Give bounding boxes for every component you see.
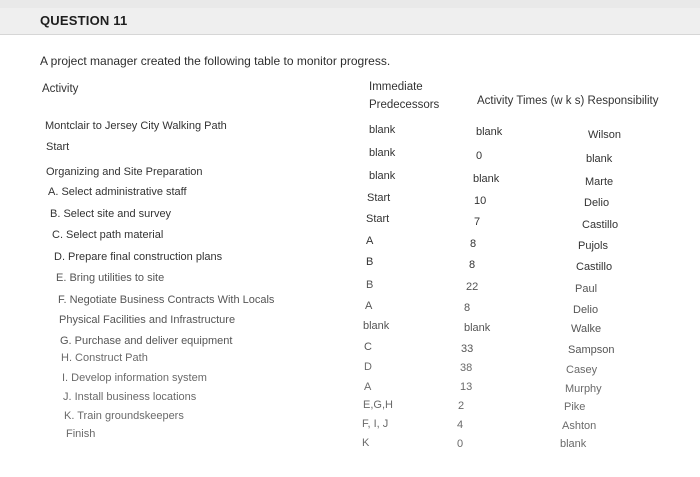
predecessor-cell: Start — [367, 192, 391, 204]
activity-cell: Finish — [66, 428, 96, 440]
predecessor-cell: blank — [369, 147, 396, 159]
header-predecessors-line2: Predecessors — [369, 99, 440, 111]
time-cell: 8 — [469, 259, 476, 271]
responsibility-cell: Castillo — [576, 261, 613, 273]
time-cell: blank — [476, 126, 503, 138]
responsibility-cell: Ashton — [562, 420, 597, 432]
activity-cell: Montclair to Jersey City Walking Path — [45, 120, 227, 132]
activity-cell: B. Select site and survey — [50, 208, 172, 220]
responsibility-cell: Delio — [573, 304, 599, 316]
responsibility-cell: Casey — [566, 364, 598, 376]
question-title: QUESTION 11 — [40, 13, 128, 28]
activity-cell: F. Negotiate Business Contracts With Locals — [58, 294, 275, 306]
time-cell: 0 — [457, 438, 464, 450]
activity-cell: Organizing and Site Preparation — [46, 166, 203, 178]
predecessor-cell: E,G,H — [363, 399, 393, 411]
question-intro: A project manager created the following table to monitor progress. — [40, 54, 391, 68]
activity-cell: G. Purchase and deliver equipment — [60, 335, 233, 347]
activity-cell: Physical Facilities and Infrastructure — [59, 314, 236, 326]
activity-cell: I. Develop information system — [62, 372, 207, 384]
activity-cell: Start — [46, 141, 70, 153]
responsibility-cell: Wilson — [588, 129, 622, 141]
predecessor-cell: K — [362, 437, 370, 449]
time-cell: 4 — [457, 419, 464, 431]
responsibility-cell: blank — [560, 438, 587, 450]
predecessor-cell: Start — [366, 213, 390, 225]
activity-cell: E. Bring utilities to site — [56, 272, 165, 284]
time-cell: 8 — [470, 238, 477, 250]
time-cell: 0 — [476, 150, 483, 162]
responsibility-cell: blank — [586, 153, 613, 165]
activity-cell: C. Select path material — [52, 229, 164, 241]
top-strip — [0, 0, 700, 8]
header-predecessors — [369, 78, 439, 114]
header-times-responsibility: Activity Times (w k s) Responsibility — [477, 95, 659, 107]
responsibility-cell: Marte — [585, 176, 614, 188]
activity-cell: A. Select administrative staff — [48, 186, 187, 198]
activity-cell: K. Train groundskeepers — [64, 410, 184, 422]
predecessor-cell: blank — [369, 170, 396, 182]
time-cell: blank — [473, 173, 500, 185]
responsibility-cell: Delio — [584, 197, 610, 209]
predecessor-cell: blank — [363, 320, 390, 332]
responsibility-cell: Walke — [571, 323, 602, 335]
header-predecessors-line1: Immediate — [369, 81, 423, 93]
responsibility-cell: Paul — [575, 283, 598, 295]
time-cell: 10 — [474, 195, 487, 207]
time-cell: 38 — [460, 362, 473, 374]
time-cell: 33 — [461, 343, 474, 355]
time-cell: 22 — [466, 281, 479, 293]
predecessor-cell: B — [366, 279, 374, 291]
predecessor-cell: A — [365, 300, 373, 312]
time-cell: 2 — [458, 400, 465, 412]
responsibility-cell: Pujols — [578, 240, 608, 252]
activity-cell: H. Construct Path — [61, 352, 148, 364]
predecessor-cell: blank — [369, 124, 396, 136]
header-activity: Activity — [42, 83, 79, 95]
responsibility-cell: Sampson — [568, 344, 615, 356]
responsibility-cell: Murphy — [565, 383, 602, 395]
predecessor-cell: A — [364, 381, 372, 393]
predecessor-cell: A — [366, 235, 374, 247]
responsibility-cell: Pike — [564, 401, 586, 413]
time-cell: 8 — [464, 302, 471, 314]
predecessor-cell: B — [366, 256, 374, 268]
predecessor-cell: C — [364, 341, 372, 353]
activity-cell: D. Prepare final construction plans — [54, 251, 223, 263]
time-cell: blank — [464, 322, 491, 334]
predecessor-cell: F, I, J — [362, 418, 389, 430]
predecessor-cell: D — [364, 361, 372, 373]
time-cell: 7 — [474, 216, 481, 228]
question-header — [0, 8, 700, 35]
responsibility-cell: Castillo — [582, 219, 619, 231]
time-cell: 13 — [460, 381, 473, 393]
activity-cell: J. Install business locations — [63, 391, 197, 403]
